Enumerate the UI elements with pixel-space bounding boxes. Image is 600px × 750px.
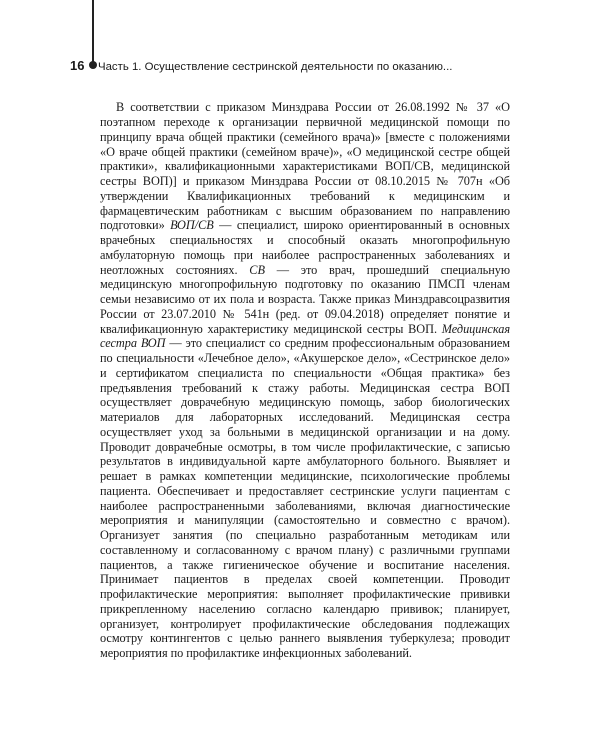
term-nurse-vop: Медицинская сестра ВОП (100, 321, 510, 351)
page-number: 16 (70, 58, 85, 73)
body-paragraph (100, 100, 510, 661)
margin-vertical-rule (92, 0, 94, 64)
term-sv: СВ (249, 262, 265, 277)
text-segment-4: — это специалист со средним профессиональным образованием по специальности «Лечебное дело», «Акушерское дело», «Сестринское дело» и сертификатом специалиста по специальности «Общая практика» без предъявления требований к стажу работы. Медицинская сестра ВОП осуществляет доврачебную медицинскую помощь, забор биологических материалов для лабораторных исследований. Медицинская сестра осуществляет уход за больными в медицинской организации и на дому. Проводит доврачебные осмотры, в том числе профилактические, с записью результатов в индивидуальной карте амбулаторного больного. Выявляет и решает в рамках компетенции медицинские, психологические проблемы пациента. Обеспечивает и предоставляет сестринские услуги пациентам с наиболее распространенными заболеваниями, включая диагностические мероприятия и манипуляции (самостоятельно и совместно с врачом). Организует занятия (по специально разработанным методикам или составленному и согласованному с врачом плану) с различными группами пациентов, а также гигиеническое обучение и воспитание населения. Принимает пациентов в пределах своей компетенции. Проводит профилактические мероприятия: выполняет профилактические прививки прикрепленному населению согласно календарю прививок; планирует, организует, контролирует профилактические обследования подлежащих осмотру контингентов с целью раннего выявления туберкулеза; проводит мероприятия по профилактике инфекционных заболеваний. (100, 336, 510, 661)
running-header (70, 58, 540, 74)
text-segment-1: В соответствии с приказом Минздрава России от 26.08.1992 № 37 «О поэтапном переходе к организации первичной медицинской помощи по принципу врача общей практики (семейного врача)» [вместе с положениями «О враче общей практики (семейном враче)», «О медицинской сестре общей практики», квалификационными характеристиками ВОП/СВ, медицинской сестры ВОП)] и приказом Минздрава России от 08.10.2015 № 707н «Об утверждении Квалификационных требований к медицинским и фармацевтическим работникам с высшим образованием по направлению подготовки» (100, 100, 510, 233)
term-vop-sv: ВОП/СВ (170, 218, 214, 233)
text-segment-2: — специалист, широко ориентированный в основных врачебных специальностях и способный оказать многопрофильную амбулаторную помощь при наиболее распространенных заболеваниях и неотложных состояниях. (100, 218, 510, 277)
text-segment-3: — это врач, прошедший специальную медицинскую многопрофильную подготовку по оказанию ПМСП членам семьи независимо от их пола и возраста. Также приказ Минздравсоцразвития России от 23.07.2010 № 541н (ред. от 09.04.2018) определяет понятие и квалификационную характеристику медицинской сестры ВОП. (100, 262, 510, 336)
running-head-title: Часть 1. Осуществление сестринской деятельности по оказанию... (98, 61, 453, 73)
